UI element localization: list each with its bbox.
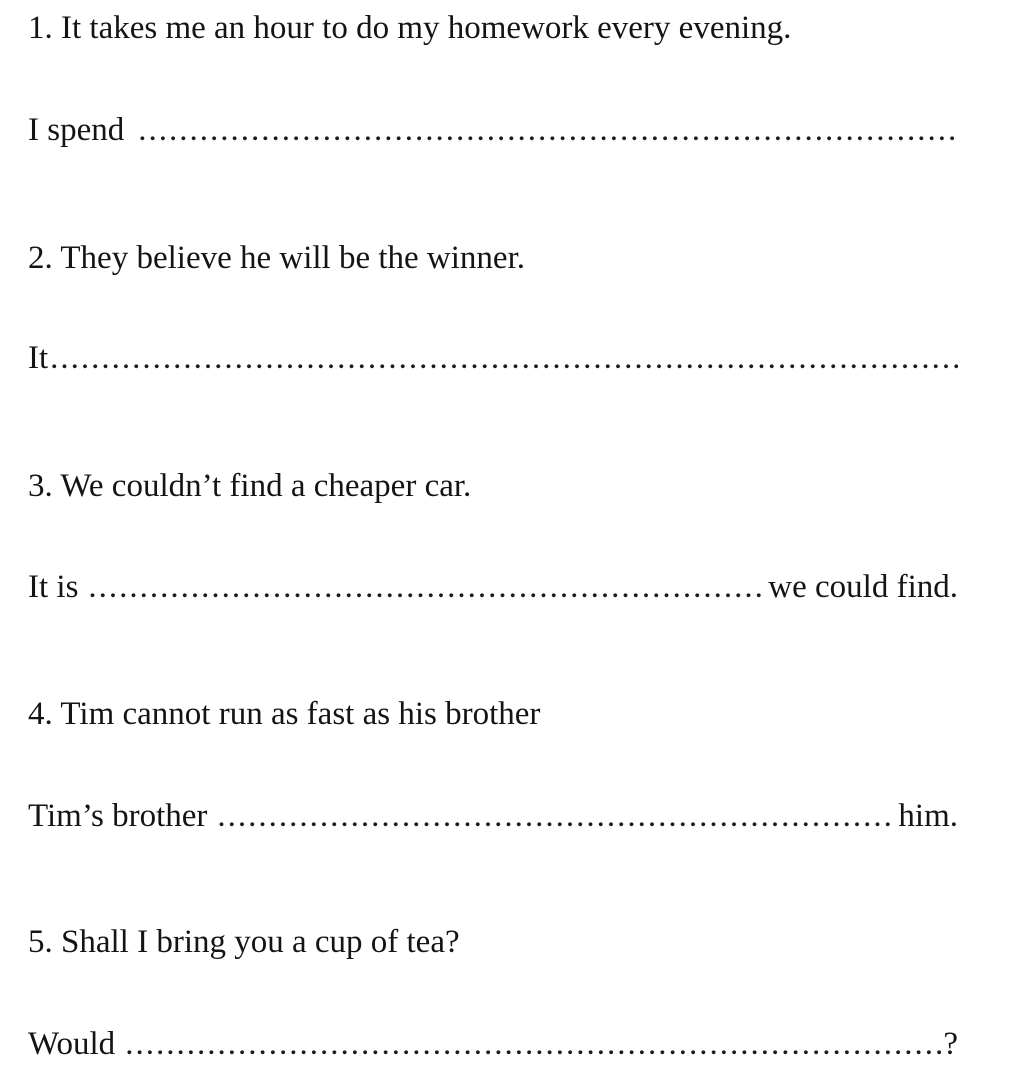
answer-3-blank[interactable] (88, 567, 766, 607)
answer-line-3 (28, 567, 958, 607)
answer-5-end: ? (943, 1026, 958, 1062)
answer-line-1 (28, 110, 958, 150)
answer-line-5 (28, 1024, 958, 1064)
answer-1-start: I spend (28, 112, 125, 148)
question-1: 1. It takes me an hour to do my homework every evening. (28, 10, 792, 46)
question-3: 3. We couldn’t find a cheaper car. (28, 468, 472, 504)
answer-2-blank[interactable] (50, 338, 958, 378)
answer-1-blank[interactable] (138, 110, 958, 150)
question-4: 4. Tim cannot run as fast as his brother (28, 696, 541, 732)
answer-4-blank[interactable] (217, 796, 896, 836)
question-2: 2. They believe he will be the winner. (28, 240, 525, 276)
answer-3-start: It is (28, 569, 79, 605)
answer-4-end: him. (898, 798, 958, 834)
answer-3-end: we could find. (768, 569, 958, 605)
answer-line-4 (28, 796, 958, 836)
answer-5-blank[interactable] (125, 1024, 941, 1064)
answer-2-start: It (28, 340, 49, 376)
answer-5-start: Would (28, 1026, 116, 1062)
answer-line-2 (28, 338, 958, 378)
question-5: 5. Shall I bring you a cup of tea? (28, 924, 460, 960)
answer-4-start: Tim’s brother (28, 798, 208, 834)
